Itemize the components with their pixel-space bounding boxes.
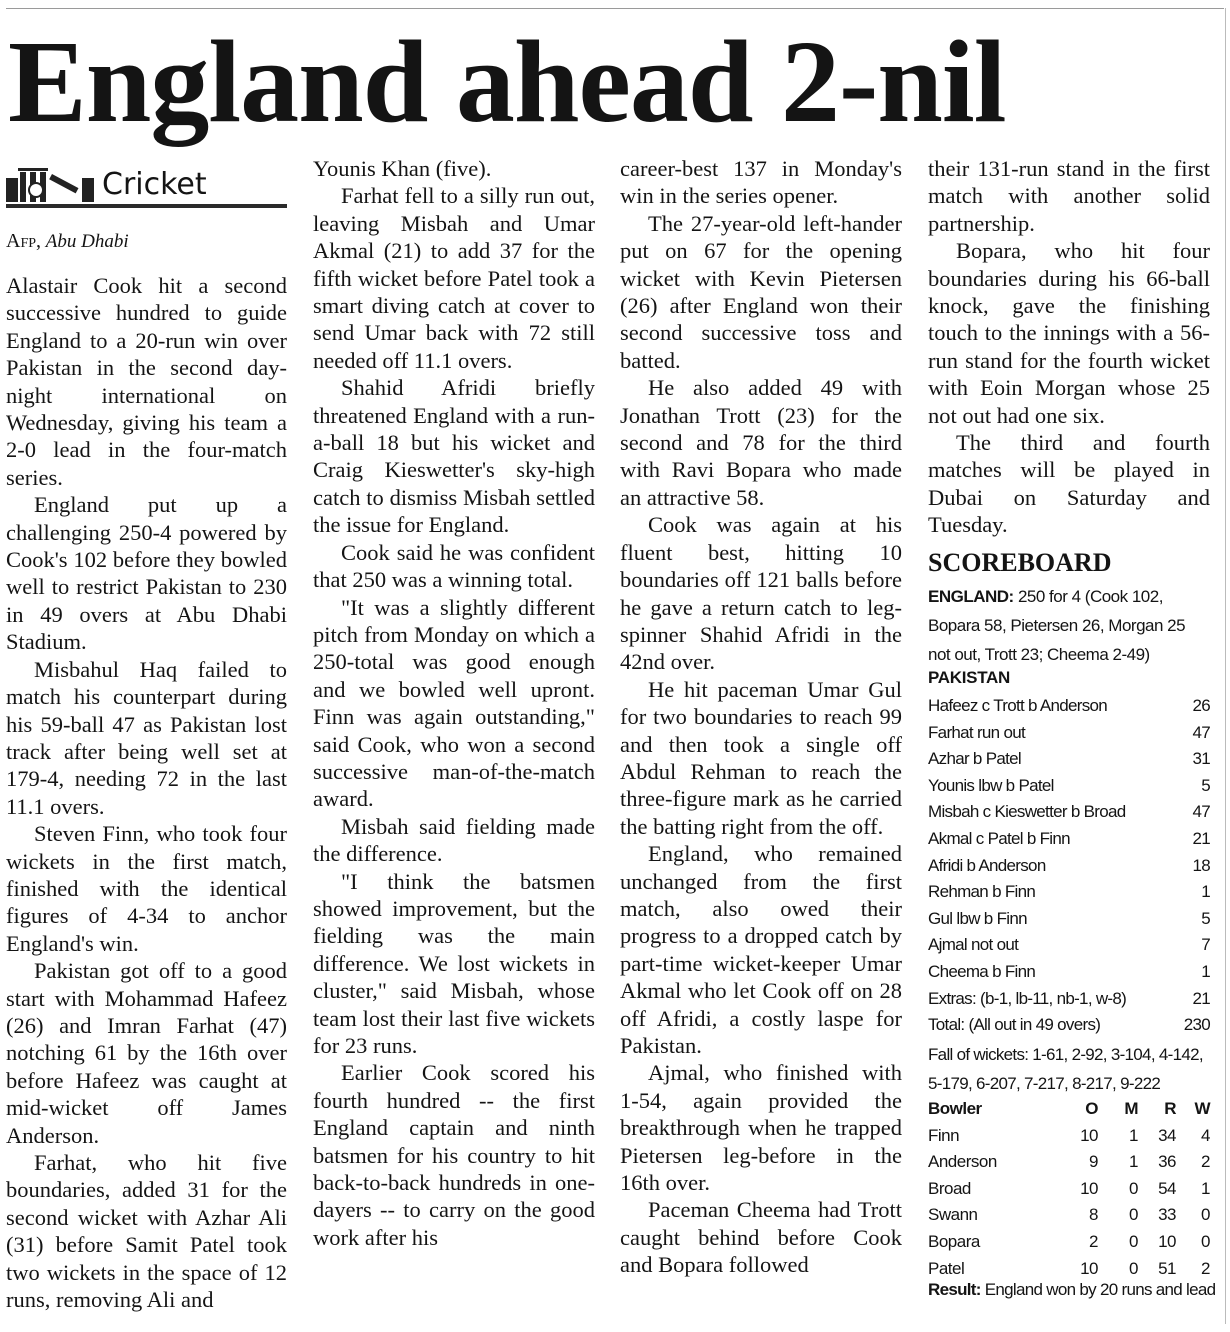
batsman-entry: Extras: (b-1, lb-11, nb-1, w-8) <box>928 988 1127 1008</box>
batsman-entry: Gul lbw b Finn <box>928 908 1027 928</box>
paragraph: England, who remained unchanged from the first match, also owed their progress to a dropped catch by part-time wicket-keeper Umar Akmal who let Cook off on 28 off Afridi, a costly laspe for Pakistan. <box>620 841 902 1058</box>
batsman-entry: Akmal c Patel b Finn <box>928 828 1070 848</box>
runs-value: 26 <box>1192 696 1210 715</box>
section-underline <box>6 204 287 208</box>
batsman-entry: Ajmal not out <box>928 935 1019 955</box>
batsman-entry: Hafeez c Trott b Anderson <box>928 696 1108 715</box>
bowling-row <box>928 1229 1210 1256</box>
paragraph: Alastair Cook hit a second successive hundred to guide England to a 20-run win over Pakistan in the second day-night international on Wednesday, giving his team a 2-0 lead in the four-match series. <box>6 273 287 490</box>
bowling-row <box>928 1202 1210 1229</box>
bowling-cell: 54 <box>1158 1178 1176 1198</box>
paragraph: Cook was again at his fluent best, hitting 10 boundaries off 121 balls before he gave a return catch to leg-spinner Shahid Afridi in the 42nd over. <box>620 512 902 675</box>
bowling-header-cell: Bowler <box>928 1099 982 1118</box>
paragraph: Cook said he was confident that 250 was a winning total. <box>313 539 595 593</box>
batsman-entry: Afridi b Anderson <box>928 855 1046 875</box>
section-header <box>6 160 287 208</box>
bowling-cell: 9 <box>1089 1152 1098 1172</box>
bowling-cell: 0 <box>1129 1205 1138 1225</box>
bowling-cell: 10 <box>1080 1258 1098 1278</box>
batsman-entry: Cheema b Finn <box>928 961 1036 981</box>
bowling-cell: Patel <box>928 1258 965 1278</box>
bowling-cell: 1 <box>1201 1178 1210 1198</box>
article-column-4 <box>928 155 1210 539</box>
bowling-cell: 0 <box>1201 1205 1210 1225</box>
bowling-cell: 0 <box>1129 1258 1138 1278</box>
byline <box>6 230 129 253</box>
paragraph: Ajmal, who finished with 1-54, again provided the breakthrough when he trapped Pietersen leg-before in the 16th over. <box>620 1060 902 1196</box>
headline: England ahead 2-nil <box>8 16 1006 147</box>
batting-row <box>928 826 1210 853</box>
top-rule <box>6 8 1224 9</box>
result-label: Result: <box>928 1280 981 1299</box>
paragraph: Earlier Cook scored his fourth hundred -- the first England captain and ninth batsmen for his country to hit back-to-back hundreds in one-dayers -- to carry on the good work after his <box>313 1060 595 1250</box>
bowling-row <box>928 1256 1210 1283</box>
bowling-row <box>928 1123 1210 1150</box>
england-summary: 250 for 4 (Cook 102, Bopara 58, Pietersen 26, Morgan 25 not out, Trott 23; Cheema 2-49) <box>928 587 1186 664</box>
batsman-entry: Total: (All out in 49 overs) <box>928 1015 1101 1035</box>
bowling-cell: Anderson <box>928 1152 997 1172</box>
bowling-header-row <box>928 1096 1210 1123</box>
bowling-cell: 0 <box>1129 1178 1138 1198</box>
bowling-cell: Swann <box>928 1205 978 1225</box>
cricket-icon <box>6 168 94 202</box>
runs-value: 31 <box>1192 749 1210 769</box>
paragraph: Pakistan got off to a good start with Mohammad Hafeez (26) and Imran Farhat (47) notching 61 by the 16th over before Hafeez was caught at mid-wicket off James Anderson. <box>6 958 287 1148</box>
bowling-header-cell: M <box>1124 1099 1138 1118</box>
bowling-cell: 2 <box>1089 1231 1098 1251</box>
batting-row <box>928 853 1210 880</box>
batting-row <box>928 932 1210 959</box>
bowling-cell: 2 <box>1201 1258 1210 1278</box>
paragraph: Farhat fell to a silly run out, leaving Misbah and Umar Akmal (21) to add 37 for the fifth wicket before Patel took a smart diving catch at cover to send Umar back with 72 still needed off 11.1 overs. <box>313 183 595 373</box>
runs-value: 47 <box>1192 722 1210 742</box>
batting-row <box>928 693 1210 720</box>
bowling-cell: 1 <box>1129 1152 1138 1172</box>
batting-row <box>928 879 1210 906</box>
result-text: England won by 20 runs and lead <box>984 1280 1216 1299</box>
runs-value: 5 <box>1201 908 1210 928</box>
bowling-cell: 10 <box>1080 1178 1098 1198</box>
bowling-cell: 51 <box>1158 1258 1176 1278</box>
batting-row <box>928 906 1210 933</box>
paragraph: He hit paceman Umar Gul for two boundaries to reach 99 and then took a single off Abdul Rehman to reach the three-figure mark as he carried the batting right from the off. <box>620 676 902 839</box>
paragraph: "I think the batsmen showed improvement, but the fielding was the main difference. We lost wickets in cluster," said Misbah, whose team lost their last five wickets for 23 runs. <box>313 868 595 1058</box>
england-label: ENGLAND: <box>928 587 1014 606</box>
batting-row <box>928 986 1210 1013</box>
result-line <box>928 1280 1218 1300</box>
batting-row <box>928 773 1210 800</box>
batsman-entry: Rehman b Finn <box>928 882 1036 902</box>
paragraph: He also added 49 with Jonathan Trott (23) for the second and 78 for the third with Ravi Bopara who made an attractive 58. <box>620 375 902 510</box>
batsman-entry: Younis lbw b Patel <box>928 775 1054 795</box>
scoreboard-title: SCOREBOARD <box>928 548 1112 577</box>
bowling-cell: 8 <box>1089 1205 1098 1225</box>
right-rule <box>1225 8 1226 1324</box>
runs-value: 230 <box>1183 1015 1210 1035</box>
bowling-cell: 4 <box>1201 1125 1210 1145</box>
runs-value: 1 <box>1201 882 1210 902</box>
runs-value: 5 <box>1201 775 1210 795</box>
runs-value: 7 <box>1201 935 1210 955</box>
bowling-cell: 36 <box>1158 1152 1176 1172</box>
runs-value: 47 <box>1192 802 1210 822</box>
runs-value: 21 <box>1192 988 1210 1008</box>
pakistan-batting-table <box>928 693 1210 1039</box>
bowling-cell: 10 <box>1080 1125 1098 1145</box>
pakistan-label: PAKISTAN <box>928 668 1010 687</box>
paragraph: Paceman Cheema had Trott caught behind before Cook and Bopara followed <box>620 1197 902 1278</box>
paragraph: The 27-year-old left-hander put on 67 for the opening wicket with Kevin Pietersen (26) after England won their second successive toss and batted. <box>620 210 902 373</box>
bowling-cell: Finn <box>928 1125 960 1145</box>
paragraph: Misbahul Haq failed to match his counterpart during his 59-ball 47 as Pakistan lost track after being well set at 179-4, needing 72 in the last 11.1 overs. <box>6 656 287 819</box>
batsman-entry: Azhar b Patel <box>928 749 1021 769</box>
batting-row <box>928 959 1210 986</box>
byline-agency: Afp, <box>6 230 42 252</box>
bowling-row <box>928 1149 1210 1176</box>
bowling-cell: 34 <box>1158 1125 1176 1145</box>
paragraph: Steven Finn, who took four wickets in the first match, finished with the identical figures of 4-34 to anchor England's win. <box>6 821 287 956</box>
batsman-entry: Farhat run out <box>928 722 1025 742</box>
runs-value: 1 <box>1201 961 1210 981</box>
paragraph: England put up a challenging 250-4 powered by Cook's 102 before they bowled well to restrict Pakistan to 230 in 49 overs at Abu Dhabi Stadium. <box>6 492 287 655</box>
paragraph: The third and fourth matches will be played in Dubai on Saturday and Tuesday. <box>928 430 1210 538</box>
runs-value: 21 <box>1192 828 1210 848</box>
bowling-header-cell: W <box>1194 1099 1210 1118</box>
batting-row <box>928 799 1210 826</box>
paragraph: Misbah said fielding made the difference. <box>313 813 595 867</box>
england-innings <box>928 582 1210 669</box>
article-column-1 <box>6 272 287 1313</box>
batting-row <box>928 746 1210 773</box>
bowling-cell: 33 <box>1158 1205 1176 1225</box>
bowling-cell: 0 <box>1201 1231 1210 1251</box>
bowling-cell: 2 <box>1201 1152 1210 1172</box>
bowling-cell: 0 <box>1129 1231 1138 1251</box>
paragraph: Younis Khan (five). <box>313 156 492 181</box>
fall-of-wickets: Fall of wickets: 1-61, 2-92, 3-104, 4-142, 5-179, 6-207, 7-217, 8-217, 9-222 <box>928 1045 1203 1093</box>
paragraph: career-best 137 in Monday's win in the series opener. <box>620 156 902 209</box>
byline-place: Abu Dhabi <box>45 231 129 252</box>
article-column-2 <box>313 155 595 1251</box>
bowling-cell: Broad <box>928 1178 971 1198</box>
paragraph: Shahid Afridi briefly threatened England with a run-a-ball 18 but his wicket and Craig Kieswetter's sky-high catch to dismiss Misbah settled the issue for England. <box>313 375 595 538</box>
batting-row <box>928 720 1210 747</box>
paragraph: "It was a slightly different pitch from Monday on which a 250-total was good enough and we bowled well upront. Finn was again outstanding," said Cook, who won a second successive man-of-the-match award. <box>313 594 595 812</box>
bowling-cell: 1 <box>1129 1125 1138 1145</box>
batsman-entry: Misbah c Kieswetter b Broad <box>928 802 1126 822</box>
bowling-header-cell: O <box>1085 1099 1098 1118</box>
section-label: Cricket <box>102 167 207 202</box>
paragraph: their 131-run stand in the first match with another solid partnership. <box>928 156 1210 236</box>
bowling-table <box>928 1096 1210 1282</box>
paragraph: Bopara, who hit four boundaries during his 66-ball knock, gave the finishing touch to the innings with a 56-run stand for the fourth wicket with Eoin Morgan whose 25 not out had one six. <box>928 238 1210 428</box>
bowling-cell: 10 <box>1158 1231 1176 1251</box>
paragraph: Farhat, who hit five boundaries, added 31 for the second wicket with Azhar Ali (31) before Samit Patel took two wickets in the space of 12 runs, removing Ali and <box>6 1150 287 1313</box>
runs-value: 18 <box>1192 855 1210 875</box>
batting-row <box>928 1012 1210 1039</box>
bowling-cell: Bopara <box>928 1231 980 1251</box>
article-column-3 <box>620 155 902 1279</box>
bowling-header-cell: R <box>1164 1099 1176 1118</box>
bowling-row <box>928 1176 1210 1203</box>
